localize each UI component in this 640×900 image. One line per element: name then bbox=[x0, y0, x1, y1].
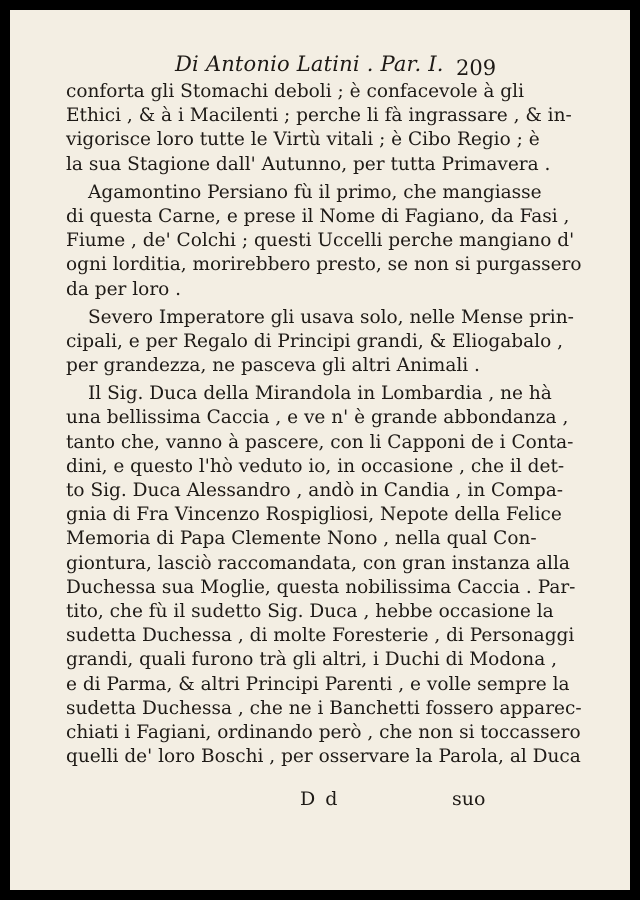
text-line: conforta gli Stomachi deboli ; è confacevole à gli bbox=[66, 81, 524, 102]
text-line: di questa Carne, e prese il Nome di Fagiano, da Fasi , bbox=[66, 205, 570, 227]
text-line: Severo Imperatore gli usava solo, nelle Mense prin- bbox=[88, 306, 574, 328]
text-line: grandi, quali furono trà gli altri, i Duchi di Modona , bbox=[66, 649, 557, 671]
running-title: Di Antonio Latini . Par. I. bbox=[175, 52, 444, 76]
text-line: vigorisce loro tutte le Virtù vitali ; è Cibo Regio ; è bbox=[66, 129, 540, 151]
text-line: giontura, lasciò raccomandata, con gran instanza alla bbox=[66, 552, 570, 574]
text-line: Memoria di Papa Clemente Nono , nella qual Con- bbox=[66, 528, 537, 550]
book-page bbox=[10, 10, 630, 890]
text-line: dini, e questo l'hò veduto io, in occasione , che il det- bbox=[66, 455, 565, 477]
text-line: Fiume , de' Colchi ; questi Uccelli perche mangiano d' bbox=[66, 230, 575, 252]
text-line: Duchessa sua Moglie, questa nobilissima Caccia . Par- bbox=[66, 576, 576, 598]
running-head bbox=[10, 48, 630, 84]
text-line: gnia di Fra Vincenzo Rospigliosi, Nepote della Felice bbox=[66, 504, 562, 526]
text-line: e di Parma, & altri Principi Parenti , e volle sempre la bbox=[66, 673, 570, 695]
catchword: suo bbox=[452, 788, 486, 810]
text-line: da per loro . bbox=[66, 278, 182, 300]
page-number: 209 bbox=[456, 56, 497, 80]
text-line: to Sig. Duca Alessandro , andò in Candia , in Compa- bbox=[66, 480, 564, 501]
text-line: una bellissima Caccia , e ve n' è grande abbondanza , bbox=[66, 407, 569, 429]
paragraph bbox=[66, 382, 582, 769]
text-line: tito, che fù il sudetto Sig. Duca , hebbe occasione la bbox=[66, 600, 554, 622]
text-line: sudetta Duchessa , di molte Foresterie , di Personaggi bbox=[66, 625, 575, 647]
text-line: tanto che, vanno à pascere, con li Capponi de i Conta- bbox=[66, 431, 574, 453]
paragraph bbox=[66, 80, 572, 177]
signature-mark: D d bbox=[300, 788, 340, 810]
text-line: per grandezza, ne pasceva gli altri Animali . bbox=[66, 355, 480, 377]
text-line: sudetta Duchessa , che ne i Banchetti fossero apparec- bbox=[66, 697, 582, 719]
body-text bbox=[66, 80, 582, 769]
text-line: Ethici , & à i Macilenti ; perche li fà ingrassare , & in- bbox=[66, 105, 572, 127]
text-line: Il Sig. Duca della Mirandola in Lombardia , ne hà bbox=[88, 383, 552, 405]
paragraph bbox=[66, 181, 582, 302]
text-line: quelli de' loro Boschi , per osservare la Parola, al Duca bbox=[66, 746, 581, 768]
paragraph bbox=[66, 306, 574, 379]
text-line: ogni lorditia, morirebbero presto, se non si purgassero bbox=[66, 254, 582, 276]
text-line: cipali, e per Regalo di Principi grandi, & Eliogabalo , bbox=[66, 330, 563, 352]
text-line: chiati i Fagiani, ordinando però , che non si toccassero bbox=[66, 721, 581, 743]
text-line: la sua Stagione dall' Autunno, per tutta Primavera . bbox=[66, 153, 551, 175]
text-line: Agamontino Persiano fù il primo, che mangiasse bbox=[88, 181, 542, 203]
